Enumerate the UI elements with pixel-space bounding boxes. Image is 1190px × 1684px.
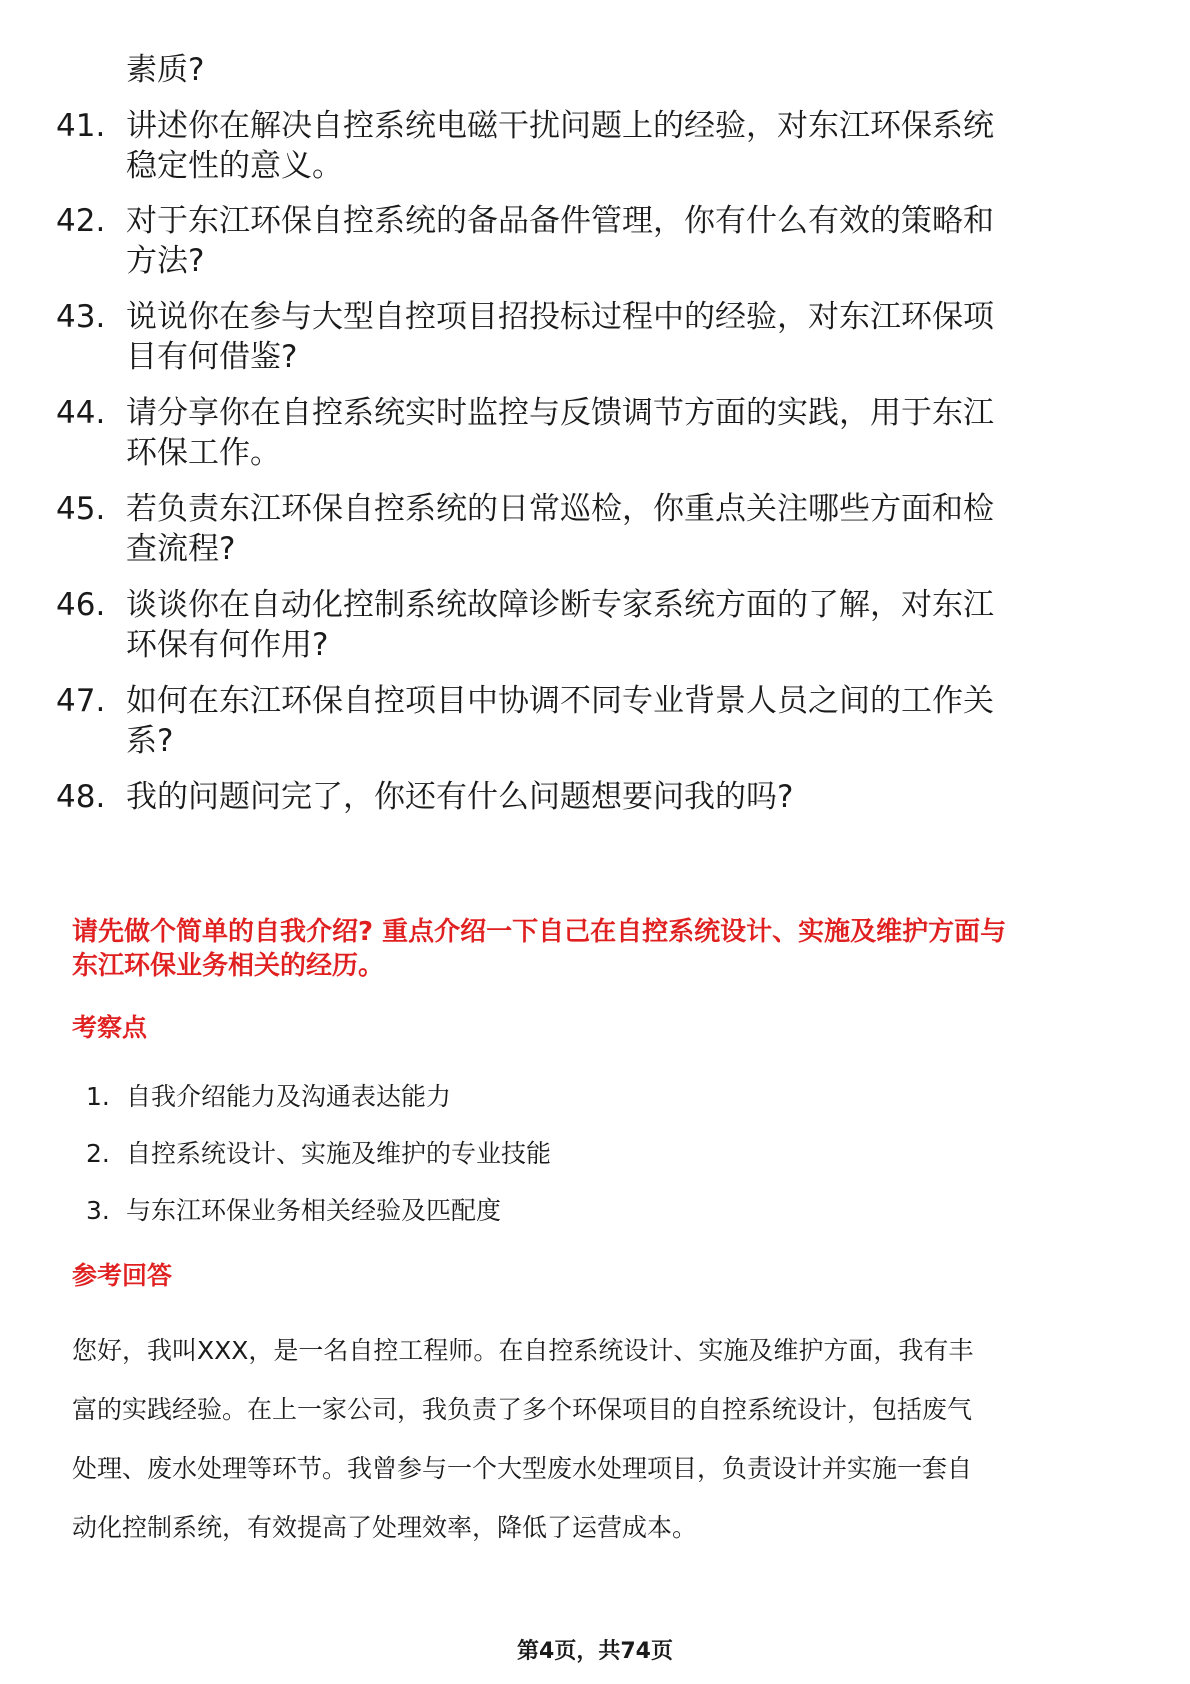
question-line: 我的问题问完了，你还有什么问题想要问我的吗? — [126, 779, 794, 815]
question-text — [126, 777, 1116, 817]
question-text — [126, 489, 1116, 569]
question-line: 环保工作。 — [126, 435, 281, 471]
question-line: 系? — [126, 723, 174, 759]
question-line: 环保有何作用? — [126, 627, 329, 663]
reference-answer — [72, 1334, 1132, 1570]
question-text — [126, 681, 1116, 761]
question-line: 素质? — [126, 52, 205, 88]
assessment-item-text: 自我介绍能力及沟通表达能力 — [126, 1082, 452, 1111]
question-number: 43. — [56, 299, 106, 335]
assessment-item-text: 与东江环保业务相关经验及匹配度 — [126, 1196, 502, 1225]
assessment-item-text: 自控系统设计、实施及维护的专业技能 — [126, 1139, 552, 1168]
page-number: 第4页，共74页 — [517, 1639, 673, 1664]
featured-question-line: 东江环保业务相关的经历。 — [72, 951, 385, 981]
assessment-item-number: 1. — [86, 1082, 110, 1111]
question-line: 若负责东江环保自控系统的日常巡检，你重点关注哪些方面和检 — [126, 491, 994, 527]
question-text — [126, 201, 1116, 281]
question-line: 谈谈你在自动化控制系统故障诊断专家系统方面的了解，对东江 — [126, 587, 994, 623]
question-line: 稳定性的意义。 — [126, 148, 343, 184]
question-line: 目有何借鉴? — [126, 339, 298, 375]
answer-line: 您好，我叫XXX，是一名自控工程师。在自控系统设计、实施及维护方面，我有丰 — [72, 1336, 974, 1365]
question-text — [126, 393, 1116, 473]
assessment-item-number: 2. — [86, 1139, 110, 1168]
question-line: 如何在东江环保自控项目中协调不同专业背景人员之间的工作关 — [126, 683, 994, 719]
question-number: 42. — [56, 203, 106, 239]
question-line: 说说你在参与大型自控项目招投标过程中的经验，对东江环保项 — [126, 299, 994, 335]
question-line: 对于东江环保自控系统的备品备件管理，你有什么有效的策略和 — [126, 203, 994, 239]
assessment-item-number: 3. — [86, 1196, 110, 1225]
reference-heading: 参考回答 — [72, 1261, 173, 1290]
question-line: 请分享你在自控系统实时监控与反馈调节方面的实践，用于东江 — [126, 395, 994, 431]
answer-line: 处理、废水处理等环节。我曾参与一个大型废水处理项目，负责设计并实施一套自 — [72, 1454, 973, 1483]
question-number: 45. — [56, 491, 106, 527]
question-text — [126, 50, 1116, 90]
answer-line: 富的实践经验。在上一家公司，我负责了多个环保项目的自控系统设计，包括废气 — [72, 1395, 973, 1424]
question-line: 讲述你在解决自控系统电磁干扰问题上的经验，对东江环保系统 — [126, 108, 994, 144]
question-text — [126, 297, 1116, 377]
question-text — [126, 106, 1116, 186]
featured-question — [72, 915, 1132, 983]
assessment-heading: 考察点 — [72, 1013, 148, 1042]
question-number: 47. — [56, 683, 106, 719]
answer-line: 动化控制系统，有效提高了处理效率，降低了运营成本。 — [72, 1513, 698, 1542]
question-number: 41. — [56, 108, 106, 144]
question-line: 查流程? — [126, 531, 236, 567]
question-number: 48. — [56, 779, 106, 815]
featured-question-line: 请先做个简单的自我介绍? 重点介绍一下自己在自控系统设计、实施及维护方面与 — [72, 917, 1007, 947]
question-text — [126, 585, 1116, 665]
question-number: 44. — [56, 395, 106, 431]
question-line: 方法? — [126, 243, 205, 279]
question-number: 46. — [56, 587, 106, 623]
